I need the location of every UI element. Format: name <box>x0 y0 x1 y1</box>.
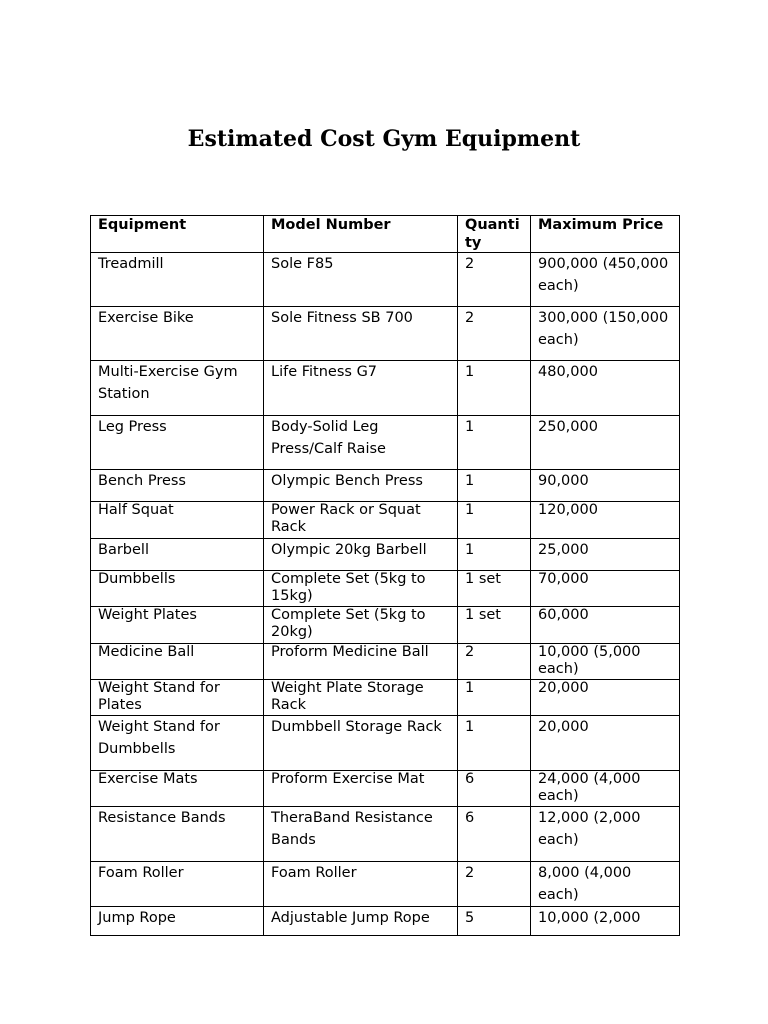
cell-text: Foam Roller <box>98 865 184 881</box>
cell-equipment <box>91 771 264 807</box>
cell-model-number <box>264 502 458 539</box>
cell-equipment <box>91 253 264 307</box>
cell-text: Complete Set (5kg to 20kg) <box>271 607 426 640</box>
cell-maximum-price <box>531 607 680 644</box>
cell-text: Jump Rope <box>98 910 176 926</box>
cell-text: 1 <box>465 542 475 558</box>
cell-model-number <box>264 571 458 607</box>
cell-equipment <box>91 907 264 936</box>
cell-text: 6 <box>465 771 475 787</box>
cell-quantity <box>458 862 531 907</box>
cell-model-number <box>264 361 458 416</box>
table-row <box>91 862 680 907</box>
cell-text: 90,000 <box>538 473 589 489</box>
cell-model-number <box>264 253 458 307</box>
table-row <box>91 807 680 862</box>
cell-text: Weight Plates <box>98 607 197 623</box>
cell-maximum-price <box>531 571 680 607</box>
cell-text: Complete Set (5kg to 15kg) <box>271 571 426 604</box>
cell-equipment <box>91 470 264 502</box>
cell-text: Exercise Mats <box>98 771 198 787</box>
header-model-number: Model Number <box>264 216 458 253</box>
cell-text: 20,000 <box>538 719 589 735</box>
cell-model-number <box>264 470 458 502</box>
cell-text: Power Rack or Squat Rack <box>271 502 421 535</box>
cell-text: Proform Medicine Ball <box>271 644 429 660</box>
cell-model-number <box>264 907 458 936</box>
cell-maximum-price <box>531 307 680 361</box>
cell-text: 70,000 <box>538 571 589 587</box>
cell-equipment <box>91 607 264 644</box>
cell-text: Weight Plate Storage Rack <box>271 680 424 713</box>
cell-text: 1 <box>465 473 475 489</box>
cell-model-number <box>264 607 458 644</box>
cell-text: Proform Exercise Mat <box>271 771 425 787</box>
cell-text: 1 <box>465 719 475 735</box>
cell-text: Sole Fitness SB 700 <box>271 310 413 326</box>
table-row <box>91 307 680 361</box>
cell-text: 1 <box>465 419 475 435</box>
cell-text: 25,000 <box>538 542 589 558</box>
cell-text: Bench Press <box>98 473 186 489</box>
cell-maximum-price <box>531 253 680 307</box>
cell-maximum-price <box>531 644 680 680</box>
cell-text: 300,000 (150,000 each) <box>538 310 669 348</box>
table-row <box>91 680 680 716</box>
cell-text: Olympic Bench Press <box>271 473 423 489</box>
cell-text: 1 set <box>465 607 501 623</box>
cell-text: 10,000 (2,000 <box>538 910 641 926</box>
cell-equipment <box>91 361 264 416</box>
header-quantity: Quantity <box>458 216 531 253</box>
cell-equipment <box>91 680 264 716</box>
cell-quantity <box>458 361 531 416</box>
cell-equipment <box>91 539 264 571</box>
cell-equipment <box>91 644 264 680</box>
cell-quantity <box>458 470 531 502</box>
cell-text: Exercise Bike <box>98 310 194 326</box>
cell-text: 10,000 (5,000 each) <box>538 644 641 677</box>
cell-model-number <box>264 539 458 571</box>
cell-text: 2 <box>465 644 475 660</box>
table-row <box>91 539 680 571</box>
cell-text: 2 <box>465 256 475 272</box>
cell-model-number <box>264 807 458 862</box>
cell-text: Resistance Bands <box>98 810 226 826</box>
cell-maximum-price <box>531 862 680 907</box>
cell-text: 60,000 <box>538 607 589 623</box>
cell-maximum-price <box>531 807 680 862</box>
table-row <box>91 253 680 307</box>
table-row <box>91 771 680 807</box>
cell-quantity <box>458 307 531 361</box>
cell-text: 250,000 <box>538 419 598 435</box>
cell-maximum-price <box>531 470 680 502</box>
table-body <box>91 253 680 936</box>
cell-model-number <box>264 680 458 716</box>
cell-maximum-price <box>531 416 680 470</box>
table-row <box>91 571 680 607</box>
cell-equipment <box>91 807 264 862</box>
cell-equipment <box>91 571 264 607</box>
cell-quantity <box>458 907 531 936</box>
cell-text: Olympic 20kg Barbell <box>271 542 427 558</box>
table-row <box>91 470 680 502</box>
cell-text: 1 set <box>465 571 501 587</box>
cell-maximum-price <box>531 771 680 807</box>
cell-quantity <box>458 771 531 807</box>
cell-text: 120,000 <box>538 502 598 518</box>
cell-text: Foam Roller <box>271 865 357 881</box>
cell-model-number <box>264 644 458 680</box>
cell-text: Medicine Ball <box>98 644 195 660</box>
cell-model-number <box>264 716 458 771</box>
cell-quantity <box>458 607 531 644</box>
cell-equipment <box>91 862 264 907</box>
cell-model-number <box>264 771 458 807</box>
cell-quantity <box>458 502 531 539</box>
cell-text: TheraBand Resistance Bands <box>271 810 433 848</box>
cell-text: Weight Stand for Dumbbells <box>98 719 220 757</box>
cell-text: 6 <box>465 810 475 826</box>
cell-text: Life Fitness G7 <box>271 364 378 380</box>
table-row <box>91 716 680 771</box>
cell-maximum-price <box>531 361 680 416</box>
cell-text: 480,000 <box>538 364 598 380</box>
cell-maximum-price <box>531 716 680 771</box>
cell-text: Sole F85 <box>271 256 334 272</box>
cell-text: 1 <box>465 364 475 380</box>
header-maximum-price: Maximum Price <box>531 216 680 253</box>
cell-text: 2 <box>465 310 475 326</box>
cell-model-number <box>264 862 458 907</box>
cell-text: Half Squat <box>98 502 174 518</box>
cell-text: Dumbbells <box>98 571 176 587</box>
cell-text: Treadmill <box>98 256 164 272</box>
cell-maximum-price <box>531 907 680 936</box>
cell-text: Weight Stand for Plates <box>98 680 220 713</box>
cell-quantity <box>458 416 531 470</box>
cell-quantity <box>458 716 531 771</box>
cell-quantity <box>458 644 531 680</box>
cell-text: 1 <box>465 502 475 518</box>
cell-quantity <box>458 571 531 607</box>
cell-text: 5 <box>465 910 475 926</box>
cell-text: 900,000 (450,000 each) <box>538 256 669 294</box>
cell-text: 2 <box>465 865 475 881</box>
cell-quantity <box>458 539 531 571</box>
cell-equipment <box>91 716 264 771</box>
cell-model-number <box>264 416 458 470</box>
table-row <box>91 416 680 470</box>
table-row <box>91 607 680 644</box>
cell-text: Multi-Exercise Gym Station <box>98 364 238 402</box>
document-title: Estimated Cost Gym Equipment <box>187 126 581 152</box>
cell-equipment <box>91 502 264 539</box>
cell-maximum-price <box>531 539 680 571</box>
header-equipment: Equipment <box>91 216 264 253</box>
cell-text: 24,000 (4,000 each) <box>538 771 641 804</box>
cell-text: Leg Press <box>98 419 167 435</box>
cell-text: Body-Solid Leg Press/Calf Raise <box>271 419 386 457</box>
cell-equipment <box>91 416 264 470</box>
cell-text: Dumbbell Storage Rack <box>271 719 442 735</box>
cell-text: 8,000 (4,000 each) <box>538 865 632 903</box>
table-row <box>91 907 680 936</box>
cell-quantity <box>458 253 531 307</box>
table-row <box>91 644 680 680</box>
cell-text: Adjustable Jump Rope <box>271 910 430 926</box>
cell-quantity <box>458 680 531 716</box>
cell-maximum-price <box>531 680 680 716</box>
cell-text: Barbell <box>98 542 149 558</box>
table-row <box>91 361 680 416</box>
cell-text: 1 <box>465 680 475 696</box>
cell-quantity <box>458 807 531 862</box>
cell-text: 12,000 (2,000 each) <box>538 810 641 848</box>
table-row <box>91 502 680 539</box>
equipment-cost-table <box>90 215 680 936</box>
cell-model-number <box>264 307 458 361</box>
cell-text: 20,000 <box>538 680 589 696</box>
cell-equipment <box>91 307 264 361</box>
cell-maximum-price <box>531 502 680 539</box>
table-header-row <box>91 216 680 253</box>
